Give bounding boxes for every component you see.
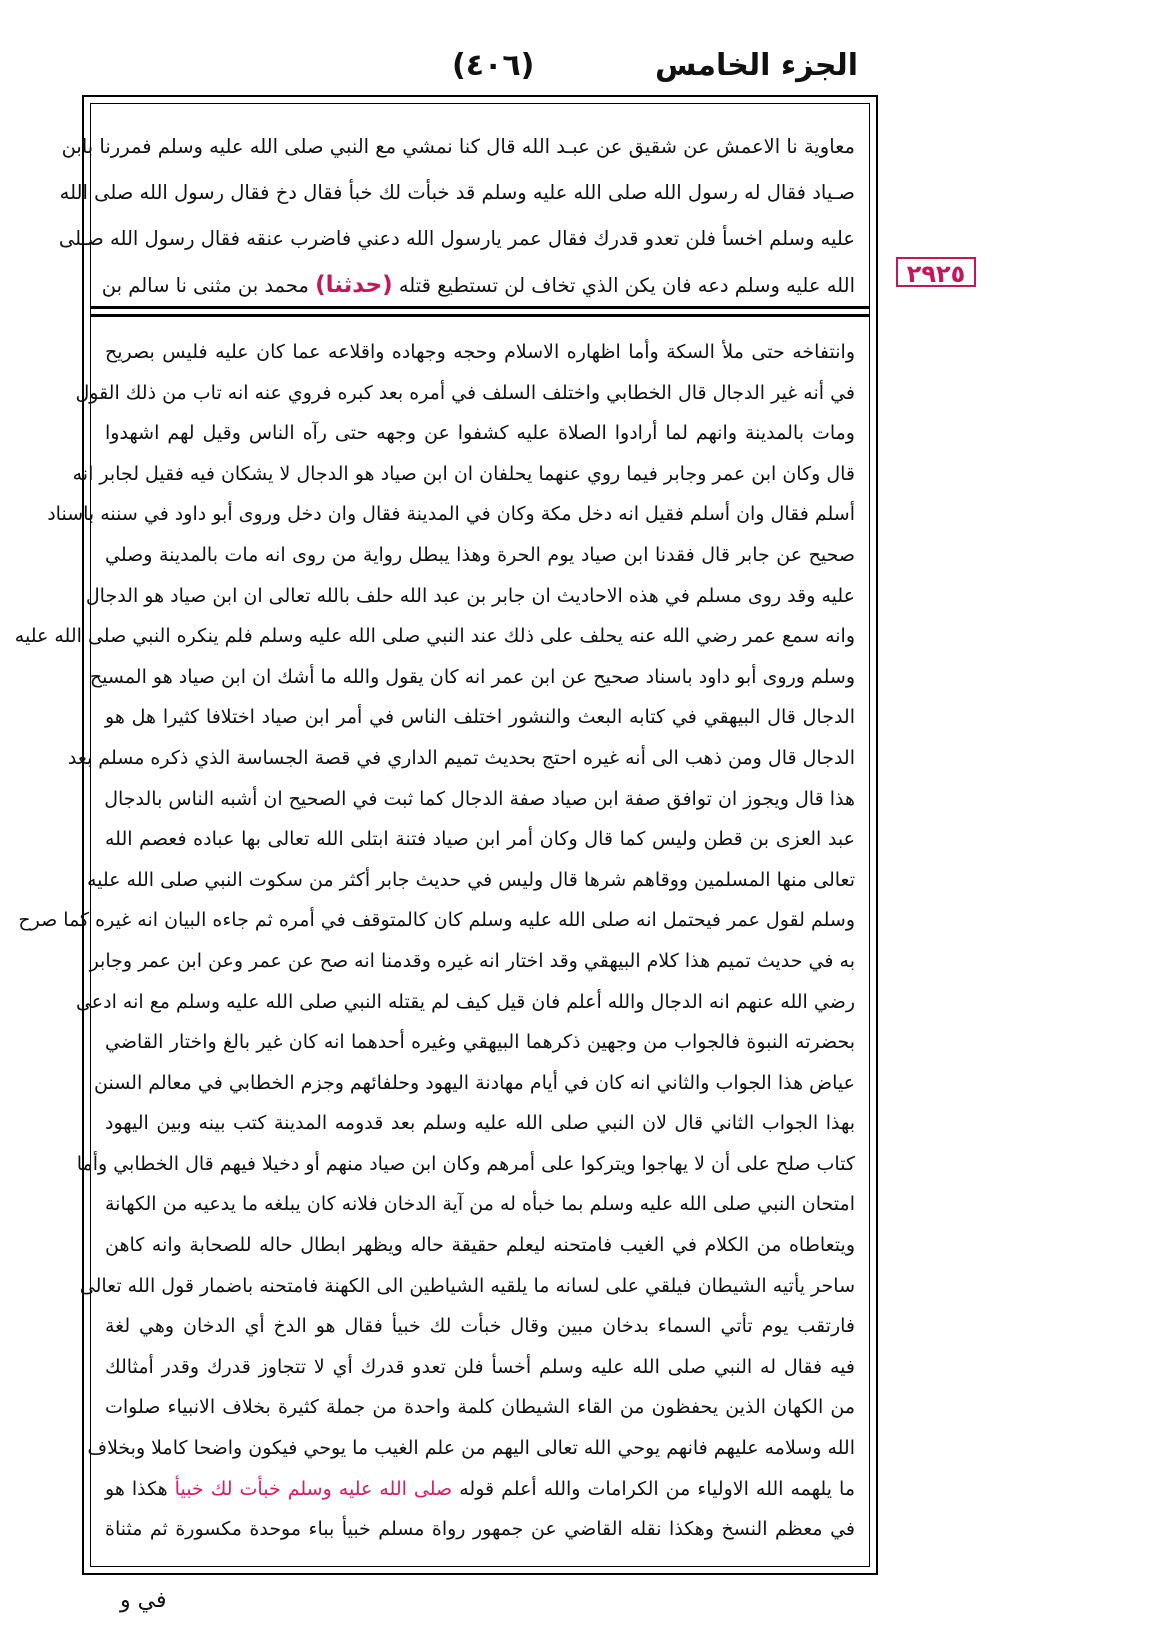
commentary-line: ويتعاطاه من الكلام في الغيب فامتحنه ليعلم حقيقة حاله ويظهر ابطال حاله للصحابة وانه كاهن: [105, 1234, 855, 1257]
commentary-line: وسلم لقول عمر فيحتمل انه صلى الله عليه وسلم كان كالمتوقف في أمره ثم جاءه البيان انه غيره كما صرح: [18, 909, 855, 932]
commentary-line: الدجال قال البيهقي في كتابه البعث والنشور اختلف الناس في أمر ابن صياد اختلافا كثيرا هل هو: [105, 706, 855, 729]
commentary-line: وانتفاخه حتى ملأ السكة وأما اظهاره الاسلام وحجه وجهاده واقلاعه عما كان عليه فليس بصريح: [105, 341, 855, 363]
quoted-phrase: صلى الله عليه وسلم خبأت لك خبيأ: [174, 1477, 453, 1500]
catchword: في و: [120, 1588, 167, 1613]
commentary-line: الله وسلامه عليهم فانهم يوحي الله تعالى اليهم من علم الغيب ما يوحي فيكون واضحا كاملا وبخلاف: [87, 1437, 855, 1460]
commentary-line: من الكهان الذين يحفظون من القاء الشيطان كلمة واحدة من جملة كثيرة بخلاف الانبياء صلوات: [105, 1396, 855, 1419]
hadith-line: [101, 262, 855, 309]
hadith-number-badge: ٢٩٢٥: [896, 257, 976, 287]
hadith-line-part: الله عليه وسلم دعه فان يكن الذي تخاف لن تستطيع قتله: [398, 274, 855, 297]
commentary-line: [105, 1469, 855, 1510]
commentary-line: أسلم فقال وان أسلم فقيل انه دخل مكة وكان في المدينة فقال وان دخل وروى أبو داود في سننه باسناد: [47, 503, 855, 526]
commentary-line: في معظم النسخ وهكذا نقله القاضي عن جمهور رواة مسلم خبيأ بباء موحدة مكسورة ثم مثناة: [105, 1518, 855, 1541]
separator-line: [91, 314, 869, 317]
separator-line: [91, 306, 869, 309]
commentary-line: صحيح عن جابر قال فقدنا ابن صياد يوم الحرة وهذا يبطل رواية من روى انه مات بالمدينة وصلي: [105, 543, 855, 566]
commentary-line: فارتقب يوم تأتي السماء بدخان مبين وقال خبأت لك خبيأ فقال هو الدخ أي الدخان وهي لغة: [105, 1315, 855, 1338]
page-number: (٤٠٦): [452, 48, 535, 83]
commentary-line: كتاب صلح على أن لا يهاجوا ويتركوا على أمرهم وكان ابن صياد منهم أو دخيلا فيهم قال الخطابي وأما: [76, 1152, 855, 1175]
commentary-line: به في حديث تميم هذا كلام البيهقي وقد اختار انه غيره وقدمنا انه صح عن عمر وعن ابن عمر وجابر: [89, 949, 855, 972]
commentary-line-part: ما يلهمه الله الاولياء من الكرامات والله أعلم قوله: [459, 1477, 855, 1500]
commentary-line: ساحر يأتيه الشيطان فيلقي على لسانه ما يلقيه الشياطين الى الكهنة فامتحنه باضمار قول الله تعالى: [79, 1274, 855, 1297]
commentary-line: وسلم وروى أبو داود باسناد صحيح عن ابن عمر انه كان يقول والله ما أشك ان ابن صياد هو المسيح: [89, 665, 855, 688]
inner-frame: [14, 103, 870, 1567]
hadith-line: معاوية نا الاعمش عن شقيق عن عبـد الله قال كنا نمشي مع النبي صلى الله عليه وسلم فمررنا بابن: [61, 135, 855, 158]
commentary-line: امتحان النبي صلى الله عليه وسلم بما خبأه له من آية الدخان فلانه كان يبلغه ما يدعيه من الكهانة: [105, 1193, 855, 1216]
hadith-line-part: محمد بن مثنى نا سالم بن: [101, 274, 309, 297]
commentary-line: تعالى منها المسلمين ووقاهم شرها قال وليس في حديث جابر أكثر من سكوت النبي صلى الله عليه: [86, 868, 855, 891]
commentary-line: عبد العزى بن قطن وليس كما قال وكان أمر ابن صياد فتنة ابتلى الله تعالى بها عباده فعصم الله: [105, 828, 855, 851]
commentary-line-part: هكذا هو: [105, 1477, 168, 1500]
commentary-line: في أنه غير الدجال قال الخطابي واختلف السلف في أمره بعد كبره فروي عنه انه تاب من ذلك القول: [75, 381, 855, 404]
hadith-line: صـياد فقال له رسول الله صلى الله عليه وسلم قد خبأت لك خبأ فقال دخ فقال رسول الله صلى الله: [59, 181, 855, 204]
haddathana-marker: (حدثنا): [315, 272, 393, 298]
commentary-line: عليه وقد روى مسلم في هذه الاحاديث ان جابر بن عبد الله حلف بالله تعالى ان ابن صياد هو الدجال: [85, 584, 855, 607]
commentary-text: [14, 332, 855, 1550]
commentary-line: وانه سمع عمر رضي الله عنه يحلف على ذلك عند النبي صلى الله عليه وسلم فلم ينكره النبي صلى الله عليه: [14, 625, 855, 648]
hadith-line: عليه وسلم اخسأ فلن تعدو قدرك فقال عمر يارسول الله دعني فاضرب عنقه فقال رسول الله صـلى: [58, 227, 855, 250]
commentary-line: قال وكان ابن عمر وجابر فيما روي عنهما يحلفان ان ابن صياد هو الدجال لا يشكان فيه فقيل لجابر انه: [72, 462, 855, 485]
commentary-line: ومات بالمدينة وانهم لما أرادوا الصلاة عليه كشفوا عن وجهه حتى رآه الناس وقيل لهم اشهدوا: [105, 422, 855, 445]
commentary-line: عياض هذا الجواب والثاني انه كان في أيام مهادنة اليهود وحلفائهم وجزم الخطابي في معالم السنن: [94, 1071, 855, 1094]
commentary-line: بهذا الجواب الثاني قال لان النبي صلى الله عليه وسلم بعد قدومه المدينة كتب بينه وبين اليهود: [105, 1112, 855, 1135]
commentary-line: الدجال قال ومن ذهب الى أنه غيره احتج بحديث تميم الداري في قصة الجساسة الذي ذكره مسلم بعد: [67, 746, 855, 769]
hadith-text: [58, 124, 855, 309]
commentary-line: بحضرته النبوة فالجواب من وجهين ذكرهما البيهقي وغيره أحدهما انه كان غير بالغ واختار القاضي: [105, 1031, 855, 1054]
commentary-line: فيه فقال له النبي صلى الله عليه وسلم أخسأ فلن تعدو قدرك أي لا تتجاوز قدرك وقدر أمثالك: [105, 1355, 855, 1378]
commentary-line: رضي الله عنهم انه الدجال والله أعلم فان قيل كيف لم يقتله النبي صلى الله عليه وسلم مع انه ادعى: [75, 990, 855, 1013]
commentary-line: هذا قال ويجوز ان توافق صفة ابن صياد صفة الدجال كما ثبت في الصحيح ان أشبه الناس بالدجال: [104, 787, 855, 810]
part-title: الجزء الخامس: [654, 48, 858, 83]
page-frame: [14, 95, 878, 1575]
